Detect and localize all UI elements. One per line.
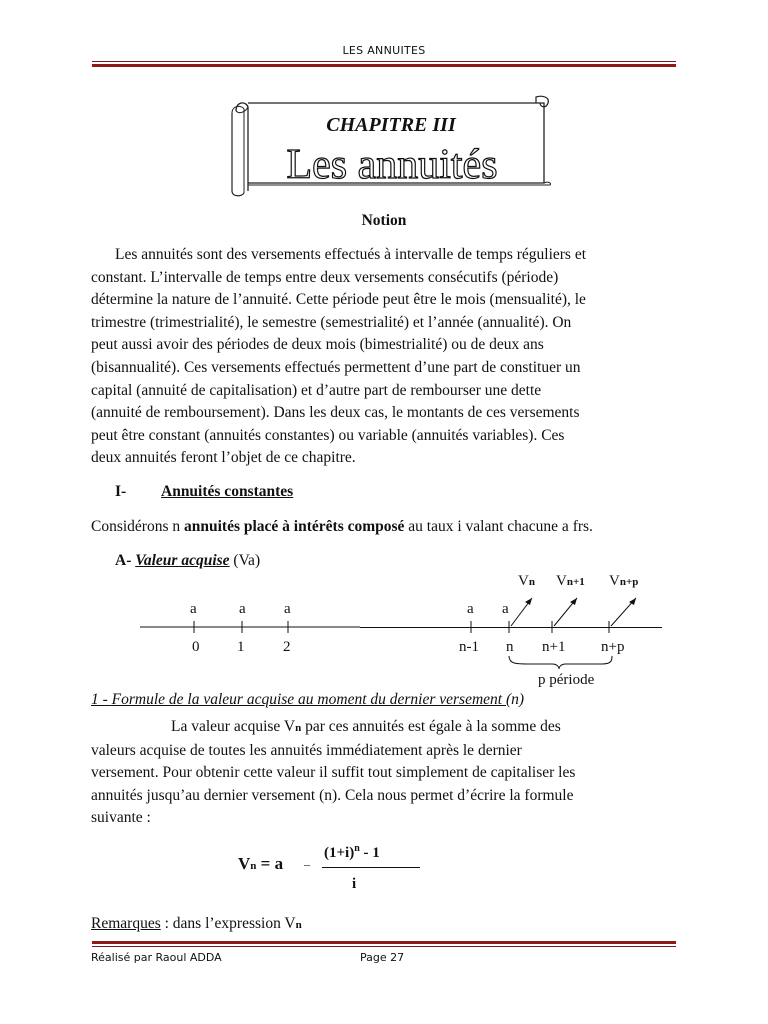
remarques-label: Remarques [91,915,161,932]
value-label-vnp: Vn+p [609,573,639,589]
formula-heading-suffix: (n) [505,691,525,708]
notion-line: constant. L’intervalle de temps entre deux versements consécutifs (période) [91,268,559,286]
consider-bold: annuités placé à intérêts composé [184,518,405,535]
formula-line: La valeur acquise Vn par ces annuités est égale à la somme des [171,718,561,735]
fraction-bar [322,867,420,868]
formula-denominator: i [352,876,357,892]
payment-label: a [190,601,197,617]
notion-line: peut être constant (annuités constantes) ou variable (annuités variables). Ces [91,426,565,444]
formula-minus-mark: – [304,857,310,871]
section-number: I- [115,483,127,500]
subsection-suffix: (Va) [229,552,261,569]
svg-text:Les annuités: Les annuités [286,142,498,188]
payment-label: a [502,601,509,617]
header-rule-thick [92,64,676,67]
value-label-vn: Vn [518,573,535,589]
payment-label: a [239,601,246,617]
remarques-sub: n [295,919,302,931]
consider-after: au taux i valant chacune a frs. [404,518,593,535]
formula-heading-title: Formule de la valeur acquise au moment du dernier versement [111,691,506,708]
payment-label: a [467,601,474,617]
tick-label: n+p [601,639,625,655]
notion-paragraph [91,244,681,470]
tick-label: 0 [192,639,200,655]
payment-label: a [284,601,291,617]
footer-author: Réalisé par Raoul ADDA [91,951,222,964]
notion-heading: Notion [361,212,407,229]
formula-line: versement. Pour obtenir cette valeur il suffit tout simplement de capitaliser les [91,764,576,782]
timeline-axis [140,590,670,670]
footer-rule-thick [92,941,676,944]
running-header: LES ANNUITES [342,44,426,57]
remarques-text: : dans l’expression V [160,915,296,932]
formula-heading [91,689,524,712]
tick-label: n [506,639,514,655]
remarques-line [91,913,302,937]
consider-line [91,516,593,539]
section-title: Annuités constantes [161,483,294,500]
formula-line: annuités jusqu’au dernier versement (n). Cela nous permet d’écrire la formule [91,786,574,804]
formula-heading-prefix: 1 - [91,691,112,708]
chapter-number: CHAPITRE III [326,114,456,136]
tick-label: n-1 [459,639,479,655]
formula-numerator: $(1+i)^n - 1$ [324,843,380,861]
subsection-letter: A- [115,552,132,569]
subsection-a [115,550,260,573]
footer-rule-thin [92,946,676,947]
notion-line: (bisannualité). Ces versements effectués permettent d’une part de constituer un [91,358,581,376]
formula-lhs: Vn = a [238,854,284,873]
subsection-title: Valeur acquise [135,552,230,569]
formula-line: suivante : [91,809,151,827]
value-label-vn1: Vn+1 [556,573,585,589]
tick-label: 1 [237,639,245,655]
tick-label: n+1 [542,639,566,655]
notion-line: capital (annuité de capitalisation) et d’autre part de rembourser une dette [91,381,542,399]
header-rule-thin [92,61,676,62]
formula-line: valeurs acquise de toutes les annuités immédiatement après le dernier [91,741,522,759]
notion-line: détermine la nature de l’annuité. Cette période peut être le mois (mensualité), le [91,291,586,309]
chapter-title [240,138,550,188]
notion-line: deux annuités feront l’objet de ce chapitre. [91,449,356,467]
formula-paragraph [91,716,681,830]
notion-line: trimestre (trimestrialité), le semestre (semestrialité) et l’année (annualité). On [91,313,572,331]
notion-line: peut aussi avoir des périodes de deux mois (bimestrialité) ou de deux ans [91,336,544,354]
consider-before: Considérons n [91,518,184,535]
tick-label: 2 [283,639,291,655]
notion-line: Les annuités sont des versements effectués à intervalle de temps réguliers et [115,246,587,263]
notion-line: (annuité de remboursement). Dans les deux cas, le montants de ces versements [91,404,580,422]
footer-page: Page 27 [360,951,405,964]
brace-label: p période [538,672,595,688]
